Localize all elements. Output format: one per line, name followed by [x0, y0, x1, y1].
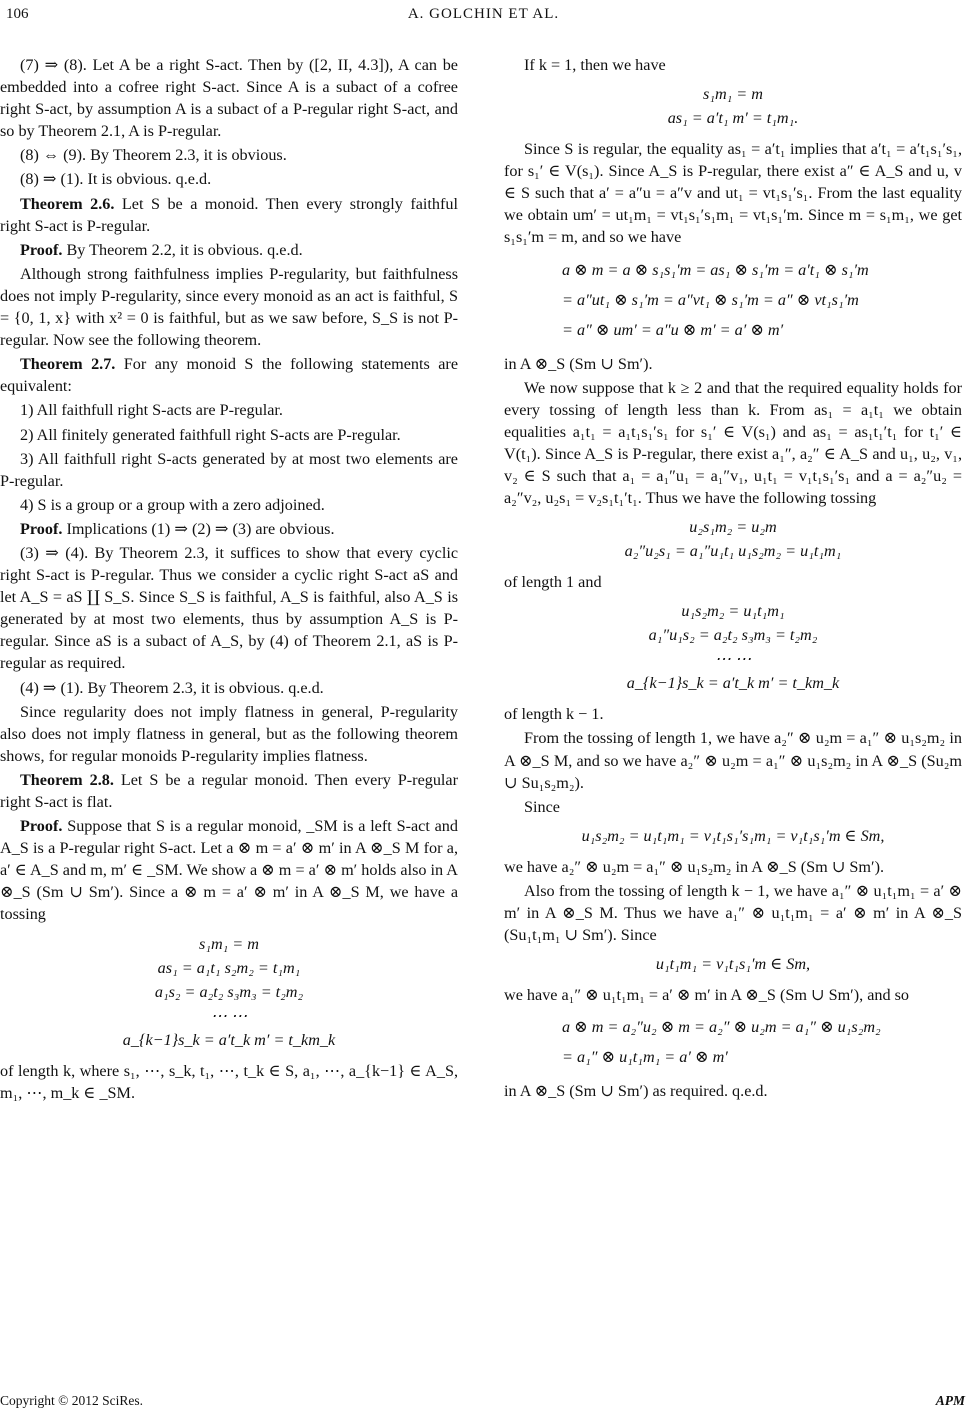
paragraph: We now suppose that k ≥ 2 and that the required equality holds for every tossing of length less than k. From as₁ = a₁t₁ we obtain equalities a₁t₁ = a₁t₁s₁′s₁ for s₁′ ∈ V(s₁) and as₁ = as₁t₁′t₁ for t₁′ ∈ V(t₁). Since A_S is P-regular, there exist a₁″, a₂″ ∈ A_S and u₁, u₂, v₁, v₂ ∈ S such that a₁ = a₁″u₁ = a₁″v₁, u₁t₁ = v₁t₁s₁′s₁ and a = a₂″u₂ = a₂″v₂, u₂s₁ = v₂s₁t₁′t₁. Thus we have the following tossing [504, 378, 962, 508]
journal-abbrev: APM [935, 1393, 965, 1408]
equation-line: ⋯ ⋯ [714, 650, 752, 669]
theorem-label: Theorem 2.6. [20, 194, 115, 213]
running-title: A. GOLCHIN ET AL. [407, 6, 560, 22]
paragraph: (4) ⇒ (1). By Theorem 2.3, it is obvious. q.e.d. [20, 678, 324, 697]
equation-line: = a″ut₁ ⊗ s₁′m = a″vt₁ ⊗ s₁′m = a″ ⊗ vt₁s₁′m [562, 290, 859, 309]
equation-line: ⋯ ⋯ [210, 1006, 248, 1025]
equation-line: u₁s₂m₂ = u₁t₁m₁ = v₁t₁s₁′s₁m₁ = v₁t₁s₁′m ∈ Sm, [581, 826, 885, 845]
equation-block [504, 82, 962, 130]
paragraph: (7) ⇒ (8). Let A be a right S-act. Then by ([2, II, 4.3]), A can be embedded into a cofree right S-act. Since A is a subact of a cofree right S-act, by assumption A is a subact of a P-regular right S-act, and so by Theorem 2.1, A is P-regular. [0, 56, 458, 141]
paragraph: Since regularity does not imply flatness in general, P-regularity also does not imply flatness in general, but as the following theorem shows, for regular monoids P-regularity implies flatness. [0, 702, 458, 765]
list-item: 4) S is a group or a group with a zero adjoined. [20, 495, 325, 514]
theorem-2-6 [0, 193, 458, 237]
proof-label: Proof. [20, 519, 63, 538]
proof [0, 815, 458, 925]
equation-line: u₁s₂m₂ = u₁t₁m₁ [681, 602, 785, 621]
paragraph: (8) ⇒ (1). It is obvious. q.e.d. [20, 170, 212, 189]
left-column [0, 54, 458, 1106]
proof-text: Suppose that S is a regular monoid, _SM is a left S-act and A_S is a P-regular right S-act. Let a ⊗ m = a′ ⊗ m′ in A ⊗_S M for a, a′ ∈ A_S and m, m′ ∈ _SM. We show a ⊗ m = a′ ⊗ m′ holds also in A ⊗_S (Sm ∪ Sm′). Since a ⊗ m = a′ ⊗ m′ in A ⊗_S M, we have a tossing [0, 817, 458, 924]
theorem-label: Theorem 2.8. [20, 770, 114, 789]
equation-line: s₁m₁ = m [199, 934, 259, 953]
copyright-text: Copyright © 2012 SciRes. [0, 1393, 144, 1408]
page-header [0, 2, 967, 26]
equation-line: a₁″u₁s₂ = a₂t₂ s₃m₃ = t₂m₂ [648, 626, 818, 645]
equation-line: a_{k−1}s_k = a′t_k m′ = t_km_k [122, 1030, 336, 1049]
paragraph: in A ⊗_S (Sm ∪ Sm′) as required. q.e.d. [504, 1082, 768, 1101]
equation-line: s₁m₁ = m [703, 85, 763, 104]
proof-text: By Theorem 2.2, it is obvious. q.e.d. [62, 240, 303, 259]
equation-line: a ⊗ m = a₂″u₂ ⊗ m = a₂″ ⊗ u₂m = a₁″ ⊗ u₁s₂m₂ [562, 1018, 881, 1037]
equation-line: as₁ = a₁t₁ s₂m₂ = t₁m₁ [157, 958, 301, 977]
paragraph: in A ⊗_S (Sm ∪ Sm′). [504, 354, 653, 373]
paragraph: Since S is regular, the equality as₁ = a′t₁ implies that a′t₁ = a′t₁s₁′s₁, for s₁′ ∈ V(s₁). Since A_S is P-regular, there exist a″ ∈ A_S and u, v ∈ S such that a′ = a″u = a″v and ut₁ = vt₁s₁′s₁. From the last equality we obtain um′ = ut₁m₁ = vt₁s₁′s₁m₁ = vt₁s₁′m. Since m = s₁m₁, we get s₁s₁′m = m, and so we have [504, 140, 962, 247]
list-item: 1) All faithfull right S-acts are P-regular. [20, 401, 283, 420]
theorem-2-7 [0, 353, 458, 397]
proof-label: Proof. [20, 240, 63, 259]
paragraph: of length k − 1. [504, 705, 604, 724]
theorem-2-8 [0, 769, 458, 813]
equation-block [504, 952, 962, 976]
paragraph: (3) ⇒ (4). By Theorem 2.3, it suffices to show that every cyclic right S-act is P-regular. Thus we consider a cyclic right S-act aS and let A_S = aS ∐ S_S. Since S_S is faithful, A_S is faithful, also A_S is generated by at most two elements, thus by assumption A_S is P-regular. Since aS is a subact of A_S, by (4) of Theorem 2.1, aS is P-regular as required. [0, 543, 458, 673]
right-column [504, 54, 962, 1104]
theorem-text: For any monoid S the following statements are equivalent: [0, 355, 458, 396]
page-number: 106 [6, 6, 29, 22]
equation-block [504, 824, 962, 848]
paragraph: (8) ⇔ (9). By Theorem 2.3, it is obvious. [20, 146, 287, 165]
equation-block [504, 515, 962, 563]
equation-line: as₁ = a′t₁ m′ = t₁m₁. [667, 109, 799, 128]
theorem-text: Let S be a monoid. Then every strongly faithful right S-act is P-regular. [0, 194, 459, 235]
theorem-label: Theorem 2.7. [20, 355, 116, 374]
equation-block [504, 255, 962, 345]
paragraph: Although strong faithfulness implies P-regularity, but faithfulness does not imply P-regularity, since every monoid as an act is faithful, S = {0, 1, x} with x² = 0 is faithful, but as we saw before, S_S is not P-regular. Now see the following theorem. [0, 264, 458, 350]
equation-line: a₁s₂ = a₂t₂ s₃m₃ = t₂m₂ [154, 982, 304, 1001]
paragraph: of length 1 and [504, 573, 602, 592]
paragraph: From the tossing of length 1, we have a₂″ ⊗ u₂m = a₁″ ⊗ u₁s₂m₂ in A ⊗_S M, and so we have a₂″ ⊗ u₂m = a₁″ ⊗ u₁s₂m₂ in A ⊗_S (Su₂m ∪ Su₁s₂m₂). [504, 729, 962, 792]
equation-block [504, 599, 962, 695]
paragraph: Also from the tossing of length k − 1, we have a₁″ ⊗ u₁t₁m₁ = a′ ⊗ m′ in A ⊗_S M. Thus we have a₁″ ⊗ u₁t₁m₁ = a′ ⊗ m′ in A ⊗_S (Su₁t₁m₁ ∪ Sm′). Since [504, 881, 962, 945]
equation-line: u₂s₁m₂ = u₂m [689, 518, 777, 537]
paragraph: Since [524, 797, 560, 816]
paragraph: we have a₁″ ⊗ u₁t₁m₁ = a′ ⊗ m′ in A ⊗_S (Sm ∪ Sm′), and so [504, 986, 910, 1005]
equation-line: = a₁″ ⊗ u₁t₁m₁ = a′ ⊗ m′ [562, 1048, 728, 1067]
tossing-equations [0, 932, 458, 1052]
equation-line: a_{k−1}s_k = a′t_k m′ = t_km_k [626, 674, 840, 693]
paragraph: If k = 1, then we have [524, 56, 666, 74]
equation-line: = a″ ⊗ um′ = a″u ⊗ m′ = a′ ⊗ m′ [562, 320, 784, 339]
proof-label: Proof. [20, 817, 63, 836]
theorem-text: Let S be a regular monoid. Then every P-regular right S-act is flat. [0, 770, 459, 811]
list-item: 3) All faithfull right S-acts generated by at most two elements are P-regular. [0, 449, 458, 490]
equation-line: a₂″u₂s₁ = a₁″u₁t₁ u₁s₂m₂ = u₁t₁m₁ [624, 542, 842, 561]
paragraph: we have a₂″ ⊗ u₂m = a₁″ ⊗ u₁s₂m₂ in A ⊗_S (Sm ∪ Sm′). [504, 857, 885, 876]
proof [0, 518, 458, 540]
equation-line: a ⊗ m = a ⊗ s₁s₁′m = as₁ ⊗ s₁′m = a′t₁ ⊗ s₁′m [562, 260, 869, 279]
paragraph: of length k, where s₁, ⋯, s_k, t₁, ⋯, t_k ∈ S, a₁, ⋯, a_{k−1} ∈ A_S, m₁, ⋯, m_k ∈ _SM. [0, 1061, 458, 1102]
equation-block [504, 1012, 962, 1072]
proof-text: Implications (1) ⇒ (2) ⇒ (3) are obvious. [62, 519, 335, 538]
proof [0, 239, 458, 261]
list-item: 2) All finitely generated faithfull right S-acts are P-regular. [20, 425, 401, 444]
equation-line: u₁t₁m₁ = v₁t₁s₁′m ∈ Sm, [655, 955, 811, 974]
